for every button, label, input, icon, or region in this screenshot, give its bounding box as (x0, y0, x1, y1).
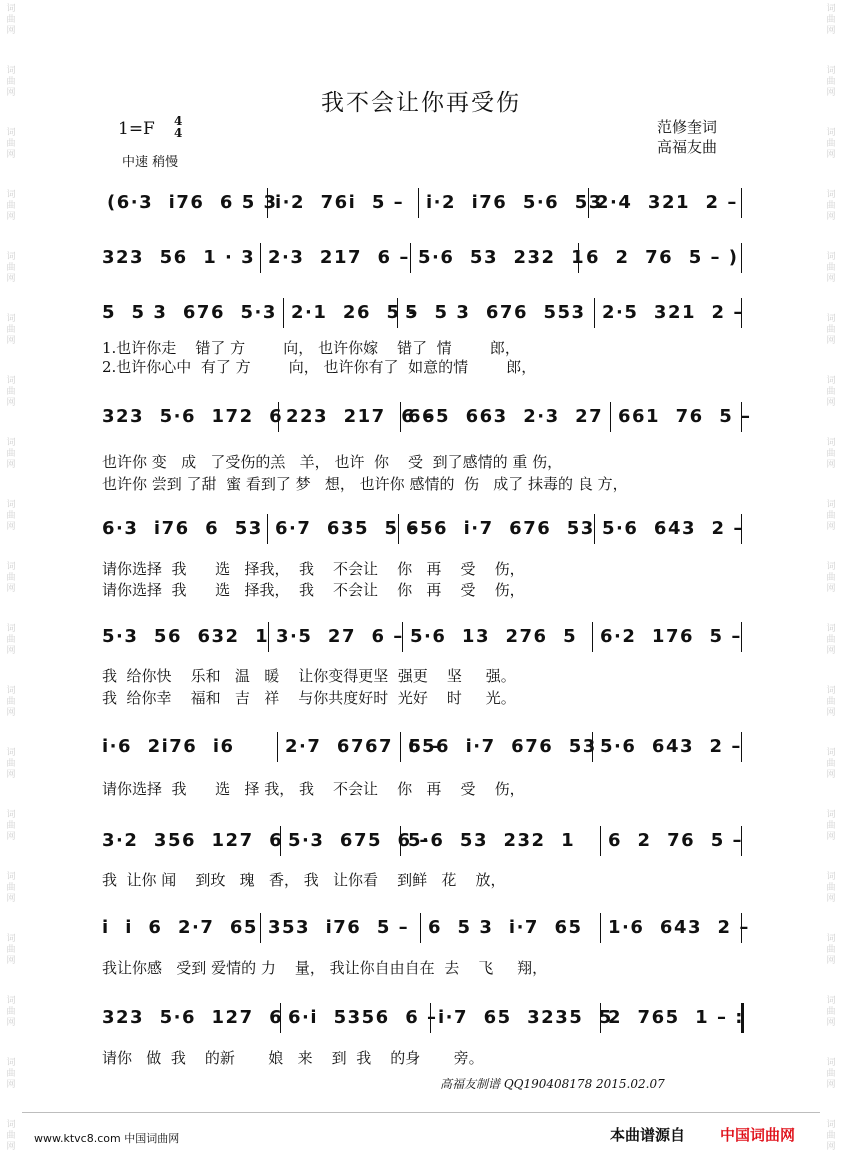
bar-line (594, 298, 595, 328)
watermark-text: 词曲网 (6, 376, 16, 408)
watermark-text: 词曲网 (6, 128, 16, 160)
watermark-text: 词曲网 (826, 748, 836, 780)
watermark-text: 词曲网 (6, 748, 16, 780)
watermark-text: 词曲网 (826, 810, 836, 842)
composer-credit: 高福友曲 (657, 138, 718, 156)
lyric-line: 请你选择 我 选 择 我， 我 不会让 你 再 受 伤， (102, 780, 525, 798)
measure-notation: 5 5 3 676 553 (405, 302, 586, 323)
measure-notation: 6 5 3 i·7 65 (428, 917, 583, 938)
watermark-text: 词曲网 (6, 190, 16, 222)
watermark-text: 词曲网 (826, 4, 836, 36)
score-row (100, 298, 745, 328)
arranger-signoff: 高福友制谱 QQ190408178 2015.02.07 (440, 1077, 665, 1091)
measure-notation: 6·2 176 5 – (600, 626, 742, 647)
watermark-text: 词曲网 (826, 128, 836, 160)
watermark-text: 词曲网 (826, 872, 836, 904)
measure-notation: 5·6 53 232 1 (408, 830, 576, 851)
watermark-text: 词曲网 (6, 624, 16, 656)
measure-notation: 5·3 675 6 – (288, 830, 430, 851)
measure-notation: 5 5 3 676 5·3 (102, 302, 277, 323)
bar-line (283, 298, 284, 328)
lyric-line: 1.也许你走 错了 方 向， 也许你嫁 错了 情 郎， (102, 339, 520, 357)
bar-line (260, 913, 261, 943)
score-row (100, 1003, 745, 1033)
measure-notation: i·7 65 3235 5 (438, 1007, 613, 1028)
footer-site-name: 中国词曲网 (720, 1126, 796, 1144)
lyric-line: 我 给你快 乐和 温 暖 让你变得更坚 强更 坚 强。 (102, 667, 516, 685)
watermark-text: 词曲网 (826, 1058, 836, 1090)
measure-notation: (6·3 i76 6 5 3 (107, 192, 278, 213)
song-title: 我不会让你再受伤 (321, 90, 521, 116)
time-top: 4 (174, 114, 183, 128)
watermark-text: 词曲网 (6, 1120, 16, 1152)
measure-notation: 5·6 53 232 1 (418, 247, 586, 268)
watermark-text: 词曲网 (826, 252, 836, 284)
footer-url: www.ktvc8.com 中国词曲网 (34, 1132, 180, 1145)
measure-notation: 6 2 76 5 – ) (586, 247, 739, 268)
measure-notation: i i 6 2·7 65 (102, 917, 258, 938)
score-row (100, 402, 752, 432)
score-row (100, 622, 745, 652)
score-row (100, 826, 745, 856)
watermark-text: 词曲网 (826, 934, 836, 966)
lyric-line: 我 给你幸 福和 吉 祥 与你共度好时 光好 时 光。 (102, 689, 516, 707)
bar-line (610, 402, 611, 432)
lyric-line: 请你选择 我 选 择我， 我 不会让 你 再 受 伤， (102, 581, 525, 599)
measure-notation: 223 217 6 – (286, 406, 434, 427)
watermark-text: 词曲网 (6, 1058, 16, 1090)
measure-notation: 5·3 56 632 1 (102, 626, 270, 647)
measure-notation: 323 56 1 · 3 (102, 247, 256, 268)
bar-line (260, 243, 261, 273)
watermark-text: 词曲网 (6, 314, 16, 346)
bar-line (420, 913, 421, 943)
watermark-text: 词曲网 (6, 438, 16, 470)
bar-line (277, 732, 278, 762)
watermark-text: 词曲网 (6, 562, 16, 594)
measure-notation: 5·6 643 2 – (602, 518, 744, 539)
measure-notation: 2·1 26 5 – (291, 302, 419, 323)
measure-notation: 2·3 217 6 – (268, 247, 410, 268)
measure-notation: 2 765 1 – : (608, 1007, 744, 1028)
measure-notation: 2·5 321 2 – (602, 302, 744, 323)
watermark-text: 词曲网 (6, 810, 16, 842)
watermark-text: 词曲网 (826, 562, 836, 594)
bar-line (741, 243, 742, 273)
measure-notation: 1·6 643 2 – (608, 917, 750, 938)
bar-line (741, 188, 742, 218)
measure-notation: 665 663 2·3 27 (408, 406, 604, 427)
watermark-text: 词曲网 (826, 686, 836, 718)
watermark-text: 词曲网 (6, 500, 16, 532)
measure-notation: i·2 76i 5 – (275, 192, 405, 213)
measure-notation: 3·5 27 6 – (276, 626, 404, 647)
measure-notation: 6 2 76 5 – (608, 830, 743, 851)
watermark-strip-left (0, 0, 22, 1171)
watermark-text: 词曲网 (826, 376, 836, 408)
watermark-text: 词曲网 (826, 66, 836, 98)
watermark-text: 词曲网 (826, 996, 836, 1028)
measure-notation: 3·2 356 127 6 (102, 830, 284, 851)
measure-notation: 2·4 321 2 – (596, 192, 738, 213)
score-row (100, 243, 745, 273)
bar-line (592, 622, 593, 652)
watermark-text: 词曲网 (6, 4, 16, 36)
score-row (100, 913, 750, 943)
measure-notation: 5·6 643 2 – (600, 736, 742, 757)
bar-line (600, 913, 601, 943)
measure-notation: 6·3 i76 6 53 (102, 518, 263, 539)
measure-notation: 5·6 13 276 5 (410, 626, 578, 647)
time-signature (174, 115, 182, 139)
lyric-line: 也许你 变 成 了受伤的羔 羊， 也许 你 受 到了感情的 重 伤， (102, 453, 563, 471)
watermark-text: 词曲网 (6, 66, 16, 98)
measure-notation: 323 5·6 172 6 (102, 406, 284, 427)
watermark-text: 词曲网 (6, 934, 16, 966)
watermark-text: 词曲网 (826, 314, 836, 346)
watermark-text: 词曲网 (6, 872, 16, 904)
measure-notation: 661 76 5 – (618, 406, 752, 427)
score-row (100, 188, 745, 218)
measure-notation: 656 i·7 676 53 (408, 736, 597, 757)
key-signature: 1=F (118, 119, 155, 139)
measure-notation: 353 i76 5 – (268, 917, 410, 938)
watermark-text: 词曲网 (6, 686, 16, 718)
measure-notation: 6·7 635 5 – (275, 518, 417, 539)
watermark-text: 词曲网 (826, 1120, 836, 1152)
measure-notation: i·2 i76 5·6 53 (426, 192, 603, 213)
footer-divider (22, 1112, 820, 1113)
bar-line (600, 826, 601, 856)
watermark-text: 词曲网 (826, 190, 836, 222)
bar-line (410, 243, 411, 273)
lyric-line: 请你选择 我 选 择我， 我 不会让 你 再 受 伤， (102, 560, 525, 578)
score-row (100, 514, 745, 544)
watermark-text: 词曲网 (6, 996, 16, 1028)
measure-notation: i·6 2i76 i6 (102, 736, 235, 757)
lyric-line: 2.也许你心中 有了 方 向， 也许你有了 如意的情 郎， (102, 358, 537, 376)
measure-notation: 6·i 5356 6 – (288, 1007, 438, 1028)
watermark-text: 词曲网 (826, 624, 836, 656)
lyric-line: 也许你 尝到 了甜 蜜 看到了 梦 想， 也许你 感情的 伤 成了 抹毒的 良 方， (102, 475, 628, 493)
measure-notation: 323 5·6 127 6 (102, 1007, 284, 1028)
footer-source-label: 本曲谱源自 (610, 1126, 686, 1144)
lyric-line: 我 让你 闻 到玫 瑰 香， 我 让你看 到鲜 花 放， (102, 871, 506, 889)
lyric-line: 我让你感 受到 爱情的 力 量， 我让你自由自在 去 飞 翔， (102, 959, 548, 977)
lyricist-credit: 范修奎词 (657, 118, 718, 136)
watermark-text: 词曲网 (6, 252, 16, 284)
bar-line (418, 188, 419, 218)
bar-line (267, 514, 268, 544)
watermark-text: 词曲网 (826, 500, 836, 532)
measure-notation: 2·7 6767 5 – (285, 736, 441, 757)
watermark-text: 词曲网 (826, 438, 836, 470)
watermark-strip-right (820, 0, 842, 1171)
lyric-line: 请你 做 我 的新 娘 来 到 我 的身 旁。 (102, 1049, 484, 1067)
score-row (100, 732, 745, 762)
time-bottom: 4 (174, 126, 183, 140)
tempo-marking: 中速 稍慢 (122, 155, 179, 170)
measure-notation: 656 i·7 676 53 (406, 518, 595, 539)
